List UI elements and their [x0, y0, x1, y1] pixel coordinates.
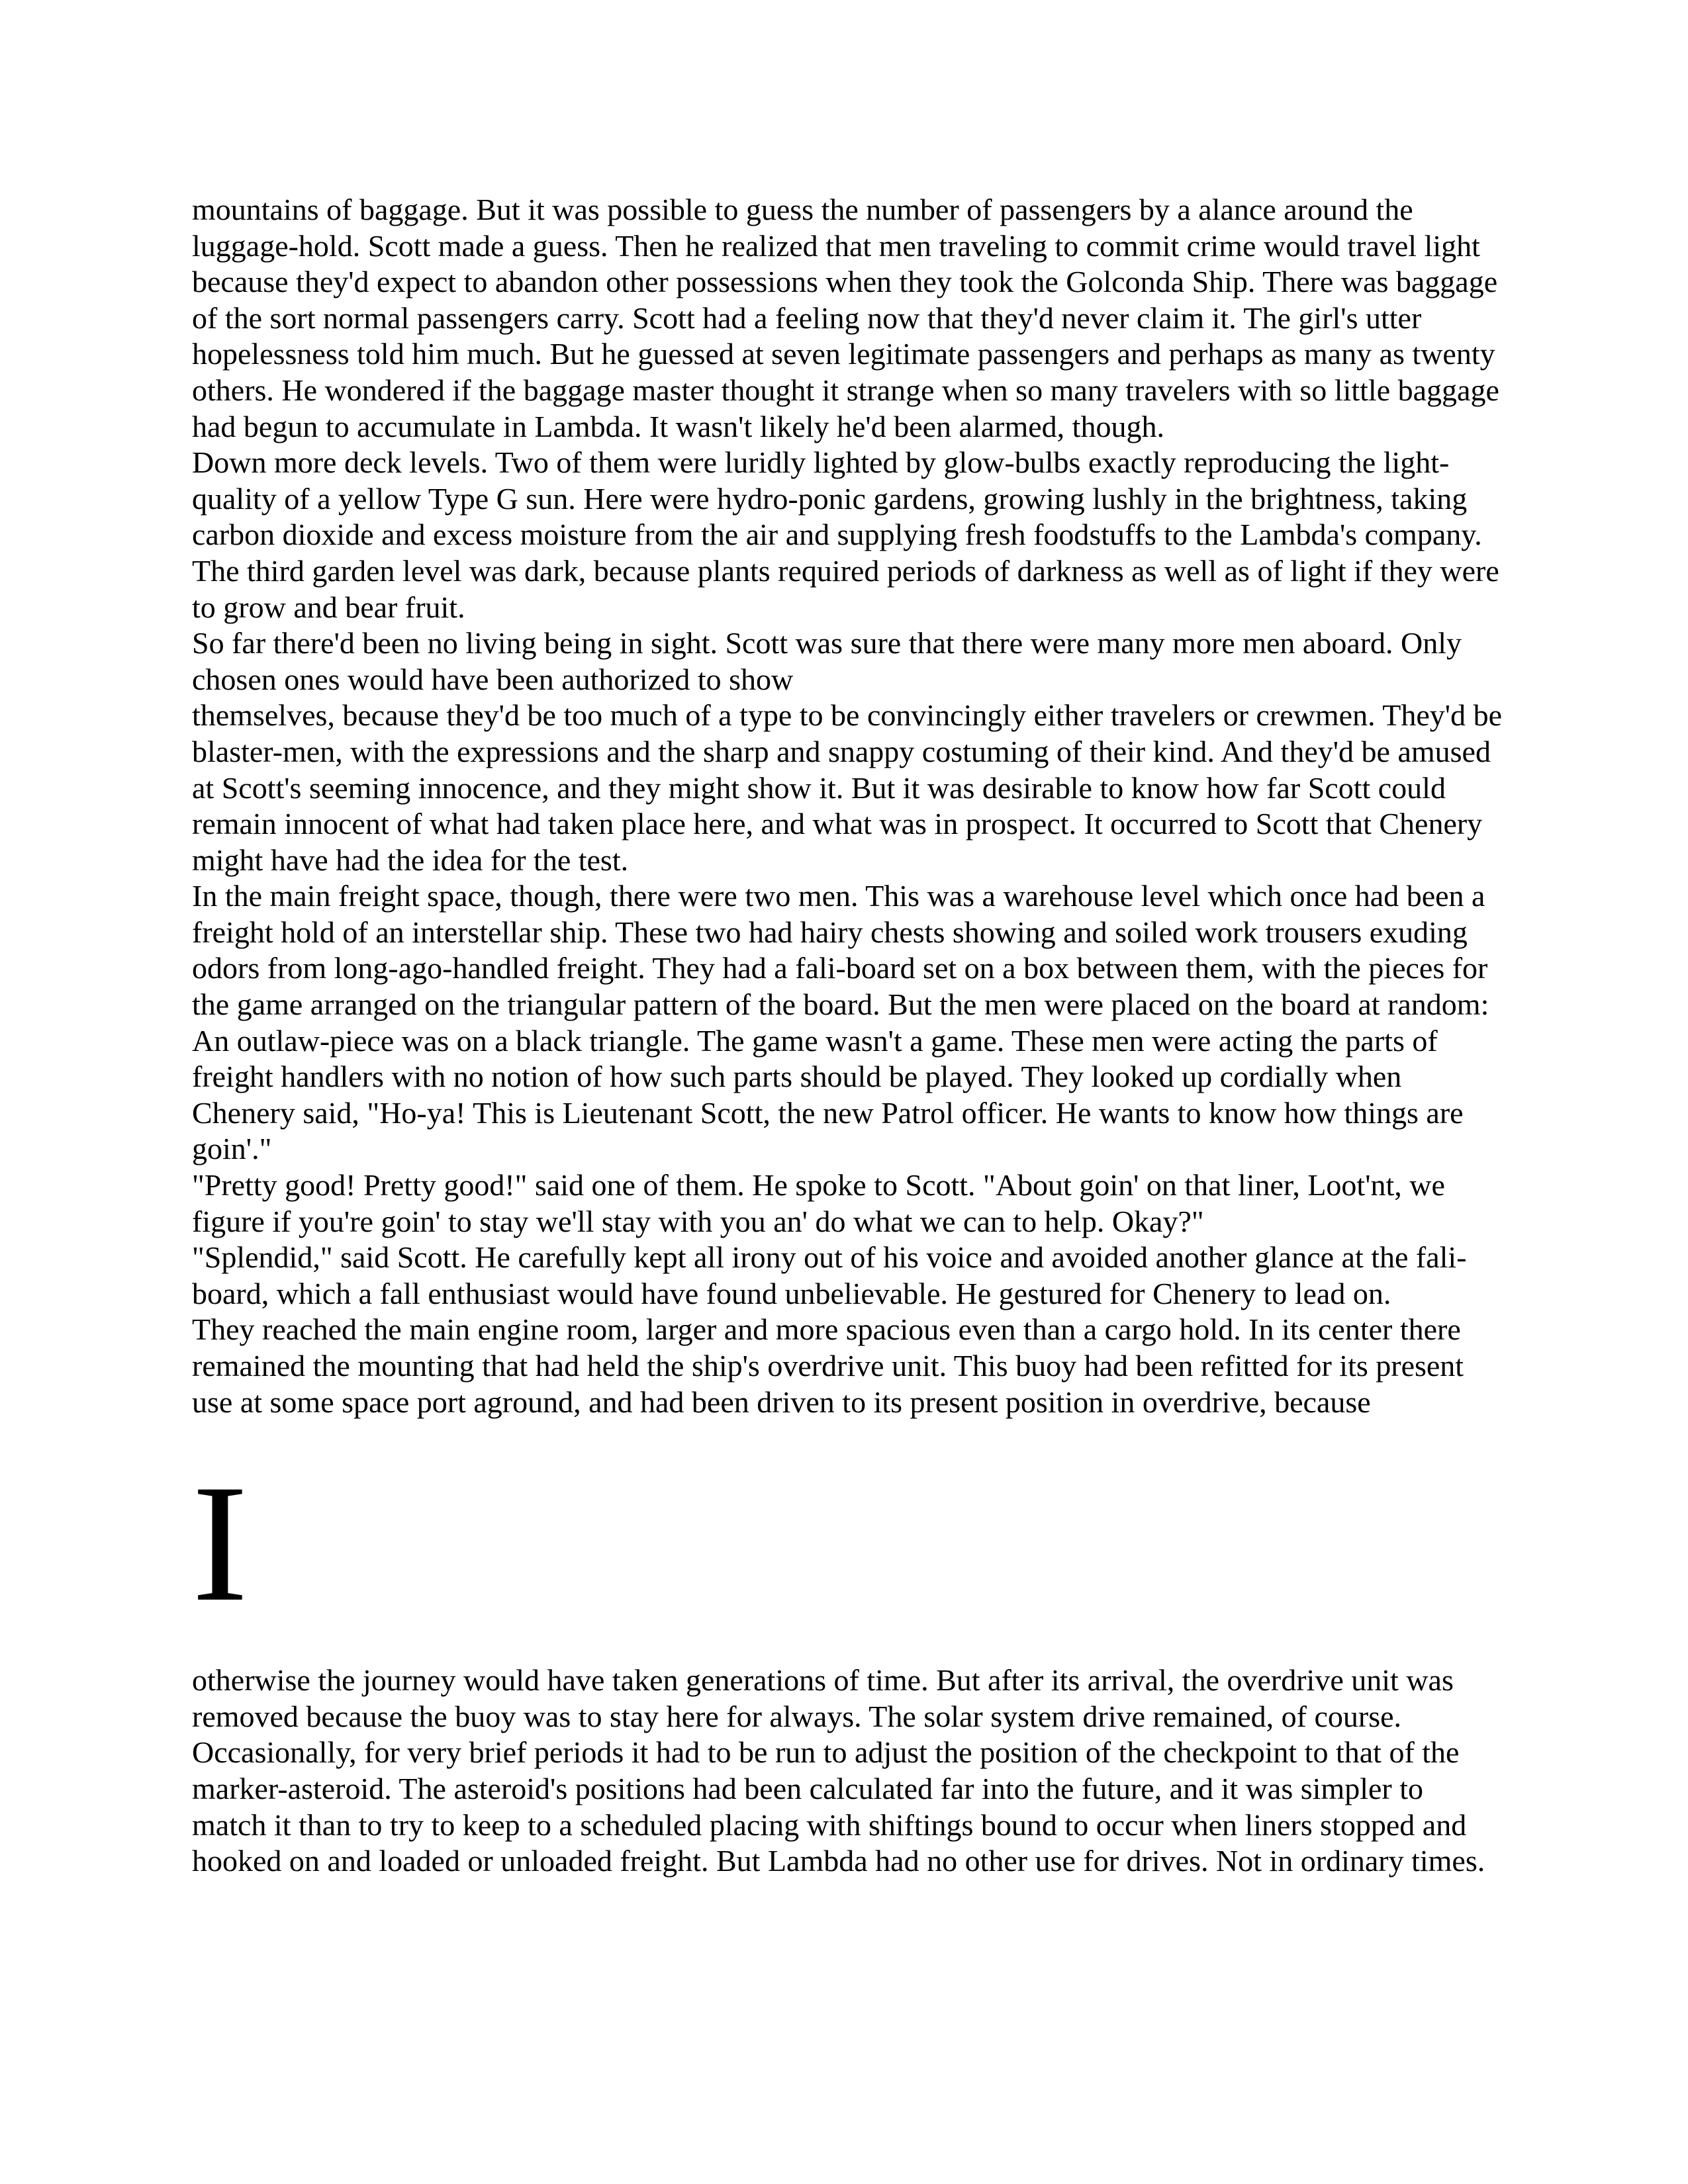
- paragraph-no-living-being: So far there'd been no living being in sight. Scott was sure that there were many more men aboard. Only chosen ones would have been authorized to show: [192, 626, 1462, 696]
- paragraph-baggage: mountains of baggage. But it was possible to guess the number of passengers by a alance around the luggage-hold. Scott made a guess. Then he realized that men traveling to commit crime would travel light because they'd expect to abandon other possessions when they took the Golconda Ship. There was baggage of the sort normal passengers carry. Scott had a feeling now that they'd never claim it. The girl's utter hopelessness told him much. But he guessed at seven legitimate passengers and perhaps as many as twenty others. He wondered if the baggage master thought it strange when so many travelers with so little baggage had begun to accumulate in Lambda. It wasn't likely he'd been alarmed, though.: [192, 193, 1499, 443]
- page-body: [192, 192, 1503, 1880]
- paragraph-splendid: "Splendid," said Scott. He carefully kept all irony out of his voice and avoided another glance at the fali-board, which a fall enthusiast would have found unbelievable. He gestured for Chenery to lead on.: [192, 1240, 1467, 1310]
- paragraph-engine-room: They reached the main engine room, larger and more spacious even than a cargo hold. In its center there remained the mounting that had held the ship's overdrive unit. This buoy had been refitted for its present use at some space port aground, and had been driven to its present position in overdrive, because: [192, 1312, 1464, 1419]
- paragraph-overdrive-removed: otherwise the journey would have taken generations of time. But after its arrival, the overdrive unit was removed because the buoy was to stay here for always. The solar system drive remained, of course. Occasionally, for very brief periods it had to be run to adjust the position of the checkpoint to that of the marker-asteroid. The asteroid's positions had been calculated far into the future, and it was simpler to match it than to try to keep to a scheduled placing with shiftings bound to occur when liners stopped and hooked on and loaded or unloaded freight. But Lambda had no other use for drives. Not in ordinary times.: [192, 1663, 1485, 1878]
- paragraph-blaster-men: themselves, because they'd be too much of a type to be convincingly either travelers or crewmen. They'd be blaster-men, with the expressions and the sharp and snappy costuming of their kind. And they'd be amused at Scott's seeming innocence, and they might show it. But it was desirable to know how far Scott could remain innocent of what had taken place here, and what was in prospect. It occurred to Scott that Chenery might have had the idea for the test.: [192, 698, 1502, 877]
- paragraph-deck-levels: Down more deck levels. Two of them were luridly lighted by glow-bulbs exactly reproducing the light-quality of a yellow Type G sun. Here were hydro-ponic gardens, growing lushly in the brightness, taking carbon dioxide and excess moisture from the air and supplying fresh foodstuffs to the Lambda's company. The third garden level was dark, because plants required periods of darkness as well as of light if they were to grow and bear fruit.: [192, 445, 1499, 624]
- paragraph-pretty-good: "Pretty good! Pretty good!" said one of them. He spoke to Scott. "About goin' on that liner, Loot'nt, we figure if you're goin' to stay we'll stay with you an' do what we can to help. Okay?": [192, 1168, 1445, 1238]
- drop-cap-letter: I: [192, 1450, 248, 1637]
- paragraph-main-freight-space: In the main freight space, though, there were two men. This was a warehouse level which once had been a freight hold of an interstellar ship. These two had hairy chests showing and soiled work trousers exuding odors from long-ago-handled freight. They had a fali-board set on a box between them, with the pieces for the game arranged on the triangular pattern of the board. But the men were placed on the board at random: An outlaw-piece was on a black triangle. The game wasn't a game. These men were acting the parts of freight handlers with no notion of how such parts should be played. They looked up cordially when Chenery said, "Ho-ya! This is Lieutenant Scott, the new Patrol officer. He wants to know how things are goin'.": [192, 879, 1489, 1166]
